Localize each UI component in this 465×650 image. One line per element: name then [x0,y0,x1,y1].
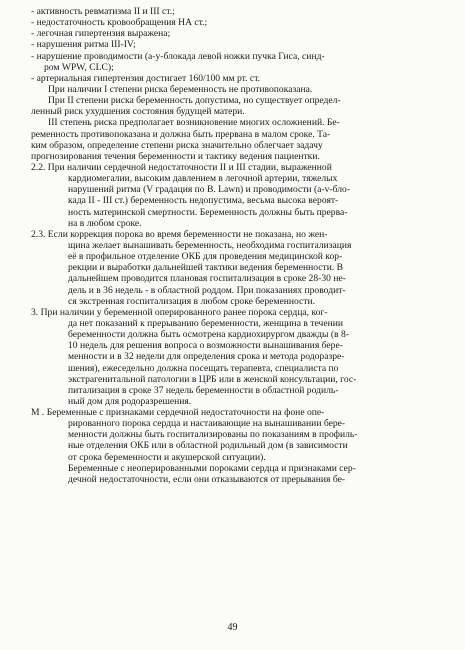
text-line: 10 недель для решения вопроса о возможности вынашивания бере- [68,340,343,352]
text-line: 2.2. При наличии сердечной недостаточности II и III стадии, выраженной [31,161,332,173]
page-number: 49 [227,622,238,633]
text-line: ный дом для родоразрешения. [68,395,192,407]
text-line: ные отделения ОКБ или в областной родильный дом (в зависимости [68,440,348,452]
text-line: кардиомегалии, высоким давлением в легочной артерии, тяжелых [68,173,338,185]
text-line: ром WPW, CLC); [44,61,114,73]
text-line: нарушений ритма (V градация по В. Lawn) и проводимости (а-v-бло- [68,184,351,196]
text-line: М . Беременные с признаками сердечной недостаточности на фоне опе- [31,407,325,419]
text-line: менности и в 32 недели для определения срока и метода родоразре- [68,351,345,363]
text-line: прогнозирования течения беременности и тактику ведения пациентки. [31,150,320,162]
text-line: - недостаточность кровообращения НА ст.; [31,17,208,29]
text-line: - активность ревматизма II и III ст.; [31,6,175,17]
text-line: шения), ежеседельно должна посещать терапевта, специалиста по [68,362,339,374]
text-line: када II - III ст.) беременность недопустима, весьма высока вероят- [68,195,339,207]
text-line: дечной недостаточности, если они отказываются от прерывания бе- [68,473,346,485]
text-line: менности должны быть госпитализированы по показаниям в профиль- [68,429,358,441]
text-line: ся экстренная госпитализация в любом сроке беременности. [68,295,315,307]
text-line: беременности должна быть осмотрена кардиохирургом дважды (в 8- [68,329,349,341]
text-line: дальнейшем проводится плановая госпитализация в сроке 28-30 не- [68,273,346,285]
text-line: ленный риск ухудшения состояния будущей матери. [31,106,245,118]
text-line: - артериальная гипертензия достигает 160/100 мм рт. ст. [31,72,261,84]
body-text [31,6,441,485]
text-line: рекции и выработки дальнейшей тактики ведения беременности. В [68,262,344,274]
text-line: ность материнской смертности. Беременность должны быть прерва- [68,206,348,218]
text-line: ким образом, определение степени риска значительно облегчает задачу [31,139,323,151]
text-line: да нет показаний к прерыванию беременности, женщина в течении [68,317,343,329]
text-line: на в любом сроке. [68,217,142,229]
text-line: её в профильное отделение ОКБ для проведения медицинской кор- [68,251,343,263]
text-line: При II степени риска беременность допустима, но существует определ- [48,95,341,107]
text-line: 2.3. Если коррекция порока во время беременности не показана, но жен- [31,228,328,240]
text-line: - нарушение проводимости (а-у-блокада левой ножки пучка Гиса, синд- [31,50,325,62]
text-line: Беременные с неоперированными пороками сердца и признаками сер- [68,462,356,474]
text-line: При наличии I степени риска беременность не противопоказана. [48,83,313,95]
text-line: дель и в 36 недель - в областной роддом. При показаниях проводит- [68,284,346,296]
text-line: 3. При наличии у беременной оперированного ранее порока сердца, ког- [31,306,328,318]
text-line: - легочная гипертензия выражена; [31,28,171,40]
text-line: экстрагенитальной патологии в ЦРБ или в женской консультации, гос- [68,373,357,385]
text-line: рированного порока сердца и настаивающие на вынашивании бере- [68,418,346,430]
text-line: от срока беременности и акушерской ситуации). [68,451,266,463]
text-line: щина желает вынашивать беременность, необходима госпитализация [68,239,352,251]
text-line: III степень риска предполагает возникновение многих осложнений. Бе- [48,117,340,129]
text-line: - нарушения ритма III-IV; [31,39,136,51]
text-line: ременность противопоказана и должна быть прервана в малом сроке. Та- [31,128,331,140]
text-line: питализация в сроке 37 недель беременности в областной родиль- [68,384,339,396]
